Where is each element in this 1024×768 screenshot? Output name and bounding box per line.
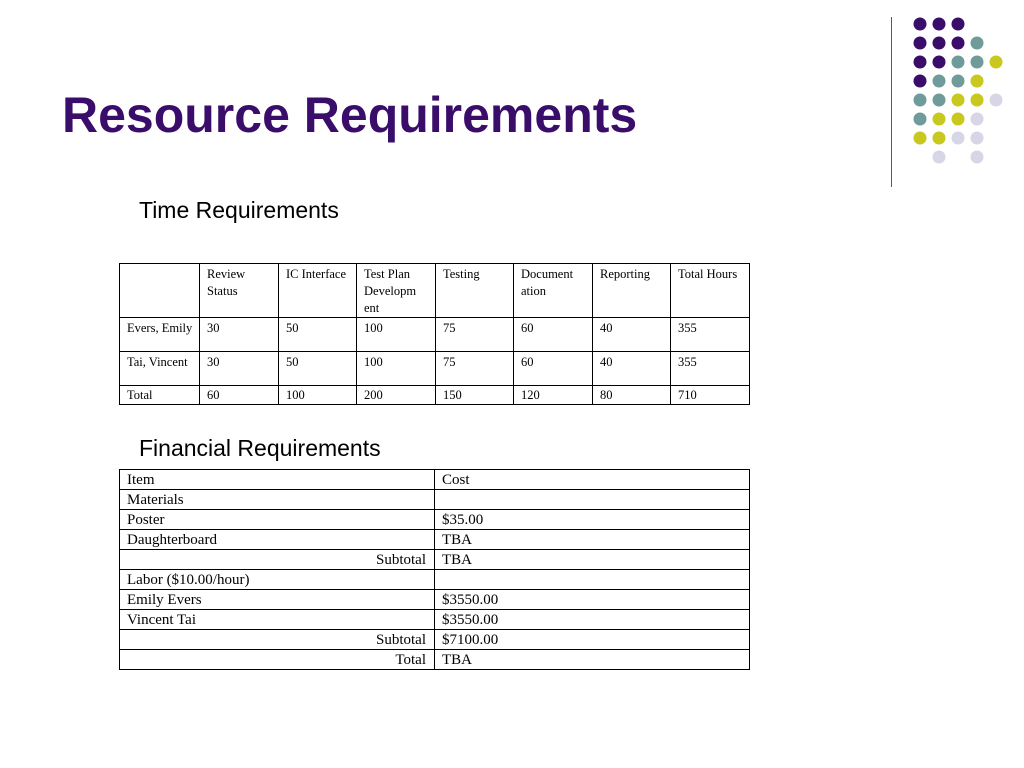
table-row [120, 490, 750, 510]
table-total-row [120, 386, 750, 405]
table-cell: Evers, Emily [120, 318, 200, 352]
column-header: Testing [436, 264, 514, 318]
cost-cell: $3550.00 [435, 610, 750, 630]
cost-cell: $3550.00 [435, 590, 750, 610]
column-header: Review Status [200, 264, 279, 318]
table-cell: Total [120, 386, 200, 405]
decorative-dot [914, 37, 927, 50]
table-cell: 40 [593, 352, 671, 386]
decorative-dot [971, 94, 984, 107]
item-cell: Subtotal [120, 550, 435, 570]
table-row [120, 530, 750, 550]
table-cell: 710 [671, 386, 750, 405]
decorative-dot [971, 113, 984, 126]
item-cell: Item [120, 470, 435, 490]
decorative-dot [952, 75, 965, 88]
decorative-dot [952, 37, 965, 50]
table-cell: 100 [279, 386, 357, 405]
item-cell: Daughterboard [120, 530, 435, 550]
table-cell: 200 [357, 386, 436, 405]
decorative-dot [971, 75, 984, 88]
table-row [120, 352, 750, 386]
decorative-dot [914, 75, 927, 88]
column-header: Total Hours [671, 264, 750, 318]
decorative-dot [933, 113, 946, 126]
cost-cell: $7100.00 [435, 630, 750, 650]
decorative-dot [990, 94, 1003, 107]
table-cell: 30 [200, 352, 279, 386]
cost-cell: TBA [435, 550, 750, 570]
decorative-dot [952, 94, 965, 107]
table-cell: 150 [436, 386, 514, 405]
decorative-dot [971, 132, 984, 145]
table-row [120, 550, 750, 570]
column-header: Test Plan Developm ent [357, 264, 436, 318]
table-row [120, 570, 750, 590]
decorative-dot [933, 37, 946, 50]
time-requirements-table [119, 263, 750, 405]
table-cell: 355 [671, 352, 750, 386]
table-row [120, 650, 750, 670]
decorative-dot [952, 56, 965, 69]
decorative-dot [952, 132, 965, 145]
column-header [120, 264, 200, 318]
table-row [120, 590, 750, 610]
decorative-dot [952, 113, 965, 126]
table-cell: 60 [200, 386, 279, 405]
table-cell: 40 [593, 318, 671, 352]
table-cell: 75 [436, 318, 514, 352]
decorative-dot [914, 113, 927, 126]
decorative-dot-pattern [900, 10, 1024, 190]
item-cell: Vincent Tai [120, 610, 435, 630]
decorative-dot [952, 18, 965, 31]
cost-cell: Cost [435, 470, 750, 490]
item-cell: Total [120, 650, 435, 670]
decorative-dot [971, 37, 984, 50]
table-header-row [120, 264, 750, 318]
decorative-dot [933, 18, 946, 31]
decorative-dot [914, 132, 927, 145]
table-cell: 50 [279, 318, 357, 352]
table-cell: 50 [279, 352, 357, 386]
table-row [120, 510, 750, 530]
column-header: IC Interface [279, 264, 357, 318]
cost-cell [435, 570, 750, 590]
cost-cell [435, 490, 750, 510]
decorative-dot [933, 132, 946, 145]
table-cell: 355 [671, 318, 750, 352]
table-row [120, 630, 750, 650]
table-cell: 75 [436, 352, 514, 386]
table-cell: 120 [514, 386, 593, 405]
table-cell: 100 [357, 318, 436, 352]
decorative-dot [914, 94, 927, 107]
decorative-dot [933, 75, 946, 88]
slide-title: Resource Requirements [62, 87, 638, 143]
decorative-dot [971, 56, 984, 69]
cost-cell: $35.00 [435, 510, 750, 530]
financial-requirements-heading: Financial Requirements [139, 435, 381, 461]
table-cell: 60 [514, 318, 593, 352]
decorative-dot [914, 18, 927, 31]
decorative-dot [990, 56, 1003, 69]
item-cell: Materials [120, 490, 435, 510]
table-row [120, 318, 750, 352]
financial-requirements-table [119, 469, 750, 670]
decorative-dot [914, 56, 927, 69]
table-cell: 80 [593, 386, 671, 405]
table-header-row [120, 470, 750, 490]
table-cell: Tai, Vincent [120, 352, 200, 386]
cost-cell: TBA [435, 530, 750, 550]
item-cell: Labor ($10.00/hour) [120, 570, 435, 590]
time-requirements-heading: Time Requirements [139, 197, 339, 223]
decorative-divider-line [891, 17, 892, 187]
decorative-dot [933, 151, 946, 164]
table-cell: 60 [514, 352, 593, 386]
column-header: Reporting [593, 264, 671, 318]
decorative-dot [933, 56, 946, 69]
item-cell: Poster [120, 510, 435, 530]
decorative-dot [933, 94, 946, 107]
table-cell: 30 [200, 318, 279, 352]
cost-cell: TBA [435, 650, 750, 670]
table-cell: 100 [357, 352, 436, 386]
table-row [120, 610, 750, 630]
item-cell: Emily Evers [120, 590, 435, 610]
item-cell: Subtotal [120, 630, 435, 650]
column-header: Document ation [514, 264, 593, 318]
decorative-dot [971, 151, 984, 164]
